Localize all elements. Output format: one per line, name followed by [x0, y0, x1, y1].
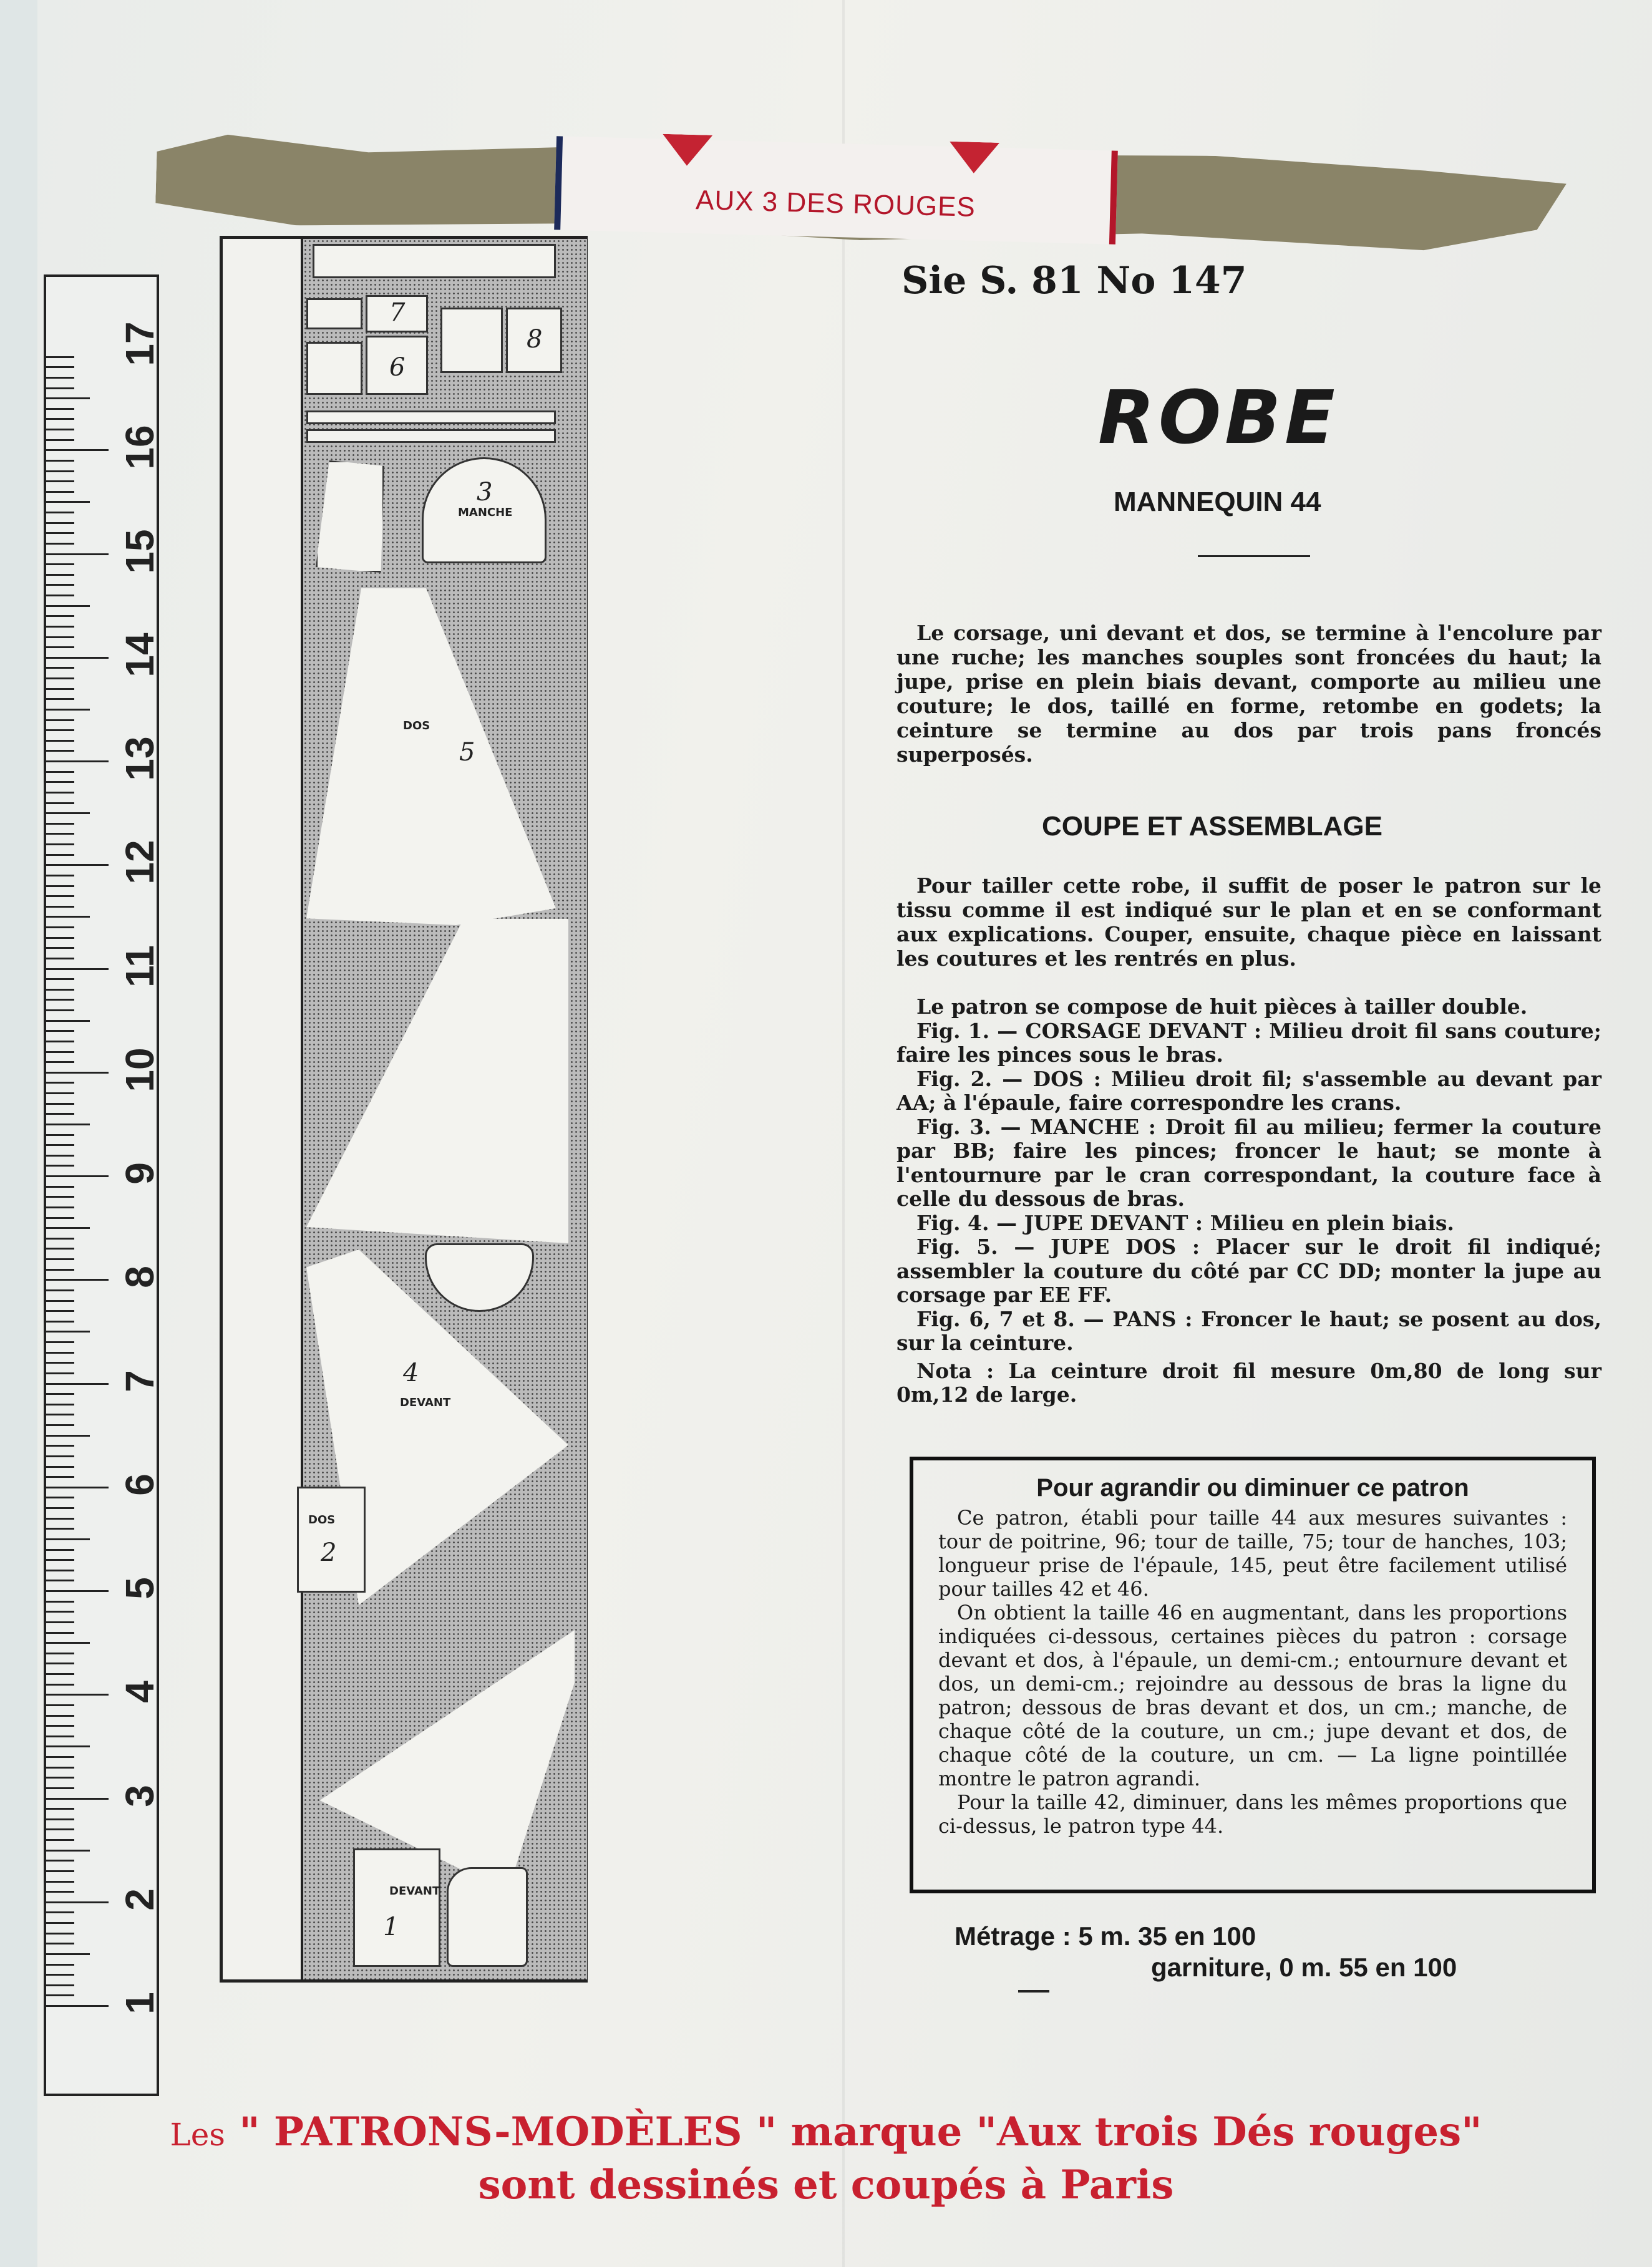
ruler-tick: [46, 1134, 74, 1136]
ruler-tick: [46, 1393, 74, 1395]
ruler-tick: [46, 2005, 109, 2007]
ruler-tick: [46, 543, 74, 545]
ruler-tick: [46, 1839, 74, 1841]
ruler-tick: [46, 439, 74, 441]
ruler-tick: [46, 989, 74, 991]
ruler-tick: [46, 667, 74, 669]
ruler-tick: [46, 1041, 74, 1042]
ruler-tick: [46, 771, 74, 773]
ruler-tick: [46, 595, 74, 596]
ruler-tick: [46, 657, 109, 659]
fig-5-text: Fig. 5. — JUPE DOS : Placer sur le droit fil indiqué; assembler la couture du côté par CC DD; monter la jupe au corsage par EE FF.: [896, 1235, 1601, 1307]
ruler-tick: [46, 501, 90, 503]
cm-ruler: [44, 274, 162, 2096]
ruler-tick: [46, 1943, 74, 1944]
ruler-tick: [46, 1238, 74, 1240]
ruler-tick: [46, 1694, 109, 1696]
ruler-tick: [46, 1528, 74, 1530]
ruler-number: 3: [117, 1784, 162, 1807]
paper-fold: [842, 0, 845, 2267]
trim-yardage: garniture, 0 m. 55 en 100: [1151, 1953, 1457, 1982]
ruler-tick: [46, 1673, 74, 1675]
ruler-tick: [46, 1072, 109, 1074]
ruler-number: 10: [117, 1047, 162, 1092]
ruler-tick: [46, 1383, 109, 1385]
ruler-tick: [46, 646, 74, 648]
belt-piece: [313, 244, 556, 278]
ruler-tick: [46, 1061, 74, 1063]
ruler-tick: [46, 1321, 74, 1323]
ruler-tick: [46, 470, 74, 472]
yoke-piece: [425, 1243, 534, 1312]
red-die-icon: [949, 142, 999, 174]
ruler-tick: [46, 1745, 90, 1747]
ruler-tick: [46, 1279, 109, 1281]
ruler-tick: [46, 709, 90, 711]
ruler-tick: [46, 854, 74, 856]
ruler-tick: [46, 1269, 74, 1271]
intro-paragraph: Pour tailler cette robe, il suffit de poser le patron sur le tissu comme il est indiqué sur le plan et en se conformant aux explications. Couper, ensuite, chaque pièce en laissant les coutures et les rentrés en plus.: [896, 873, 1601, 971]
ruler-tick: [46, 1570, 74, 1571]
ruler-tick: [46, 1911, 74, 1913]
pan-piece: [306, 342, 362, 395]
piece-number: 4: [403, 1359, 419, 1387]
fabric-board: [301, 239, 587, 1979]
pan-piece-8: [506, 308, 562, 373]
ruler-tick: [46, 1715, 74, 1717]
pattern-reference: Sie S. 81 No 147: [901, 259, 1247, 303]
ruler-tick: [46, 1009, 74, 1011]
ruler-tick: [46, 1372, 74, 1374]
ruler-tick: [46, 812, 90, 814]
ruler-tick: [46, 1787, 74, 1789]
ruler-tick: [46, 1684, 74, 1686]
ruler-tick: [46, 1051, 74, 1053]
ruler-tick: [46, 418, 74, 420]
ruler-tick: [46, 553, 109, 555]
ruler-tick: [46, 1767, 74, 1769]
ruler-tick: [46, 1310, 74, 1312]
piece-number: 3: [477, 478, 493, 507]
box-paragraph-2: On obtient la taille 46 en augmentant, dans les proportions indiquées ci-dessous, certaines pièces du patron : corsage devant et dos, à l'épaule, un demi-cm.; entournure devant et dos, un demi-cm.; rejoindre au dessous de bras la ligne du patron; dessous de bras devant et dos, un cm.; manche, de chaque côté de la couture, un cm.; jupe devant et dos, de chaque côté de la couture, un cm. — La ligne pointillée montre le patron agrandi.: [938, 1601, 1567, 1790]
ruler-tick: [46, 740, 74, 742]
ruler-tick: [46, 926, 74, 928]
ruler-tick: [46, 512, 74, 513]
footer-prefix: Les: [170, 2117, 225, 2153]
ruler-tick: [46, 875, 74, 876]
sleeve-piece-3: [422, 457, 547, 563]
piece-number: 8: [527, 325, 543, 354]
ruler-tick: [46, 1435, 90, 1437]
ruler-tick: [46, 1828, 74, 1830]
footer-line-1: " PATRONS-MODÈLES " marque "Aux trois Dés rouges": [239, 2109, 1482, 2155]
pattern-title: ROBE: [1098, 374, 1339, 460]
ruler-tick: [46, 719, 74, 721]
ruler-tick: [46, 1518, 74, 1520]
skirt-panel-piece: [306, 919, 568, 1243]
ruler-number: 2: [117, 1888, 162, 1911]
ruler-tick: [46, 1860, 74, 1862]
ruler-tick: [46, 947, 74, 949]
piece-number: 2: [321, 1538, 337, 1567]
ruler-number: 11: [117, 944, 162, 988]
ruler-tick: [46, 729, 74, 731]
ruler-tick: [46, 802, 74, 804]
ruler-tick: [46, 677, 74, 679]
ruler-tick: [46, 1870, 74, 1872]
ruler-tick: [46, 968, 109, 970]
ruler-tick: [46, 750, 74, 752]
ruler-tick: [46, 1850, 90, 1852]
ruler-number: 6: [117, 1473, 162, 1496]
ruler-tick: [46, 1663, 74, 1664]
ruler-tick: [46, 1798, 109, 1800]
ruler-tick: [46, 397, 90, 399]
ruler-tick: [46, 1362, 74, 1364]
ruler-number: 12: [117, 840, 162, 885]
ruler-number: 5: [117, 1577, 162, 1600]
ruler-tick: [46, 1559, 74, 1561]
ruler-tick: [46, 1124, 90, 1125]
ruler-tick: [46, 636, 74, 638]
ruler-number: 4: [117, 1681, 162, 1704]
skirt-back-piece-5: [306, 588, 556, 925]
ruler-tick: [46, 387, 74, 389]
ruler-tick: [46, 1217, 74, 1219]
ruler-tick: [46, 843, 74, 845]
ruler-tick: [46, 1538, 90, 1540]
ruler-tick: [46, 1155, 74, 1157]
piece-number: 5: [459, 738, 475, 767]
ruler-tick: [46, 1103, 74, 1105]
brand-label-text: AUX 3 DES ROUGES: [695, 185, 976, 223]
ruler-tick: [46, 574, 74, 576]
ruler-tick: [46, 1487, 109, 1488]
cutting-layout-diagram: [220, 236, 588, 1983]
ruler-tick: [46, 906, 74, 908]
ruler-tick: [46, 1414, 74, 1415]
ruler-tick: [46, 1964, 74, 1966]
ruler-number: 1: [117, 1992, 162, 2014]
ruler-number: 9: [117, 1162, 162, 1185]
ruler-tick: [46, 1808, 74, 1810]
piece-name: DOS: [403, 719, 430, 732]
fig-3-text: Fig. 3. — MANCHE : Droit fil au milieu; fermer la couture par BB; faire les pinces; froncer le haut; se monte à l'entournure par le cran correspondant, la couture face à celle du dessous de bras.: [896, 1114, 1601, 1211]
ruler-tick: [46, 1725, 74, 1727]
ruler-tick: [46, 1704, 74, 1706]
ruler-tick: [46, 1974, 74, 1976]
ruler-number: 13: [117, 736, 162, 781]
ruler-tick: [46, 532, 74, 534]
ruler-tick: [46, 605, 90, 607]
ruler-tick: [46, 408, 74, 410]
pan-piece-6: [366, 336, 428, 395]
piece-name: MANCHE: [458, 506, 513, 519]
ruler-tick: [46, 429, 74, 430]
fig-2-text: Fig. 2. — DOS : Milieu droit fil; s'assemble au devant par AA; à l'épaule, faire correspondre les crans.: [896, 1066, 1601, 1115]
ruler-tick: [46, 460, 74, 462]
ruler-tick: [46, 1580, 74, 1581]
composition-text: Le patron se compose de huit pièces à tailler double.: [916, 994, 1528, 1019]
ruler-tick: [46, 1621, 74, 1623]
pan-piece: [306, 298, 362, 329]
ruler-tick: [46, 1466, 74, 1468]
ruler-tick: [46, 864, 109, 866]
ruler-tick: [46, 1331, 90, 1333]
ruler-tick: [46, 833, 74, 835]
ruler-tick: [46, 356, 74, 358]
footer-tagline: [0, 2109, 1652, 2208]
ruler-tick: [46, 1248, 74, 1250]
ruler-tick: [46, 615, 74, 617]
ruler-tick: [46, 1030, 74, 1032]
ruler-tick: [46, 1953, 90, 1955]
ruler-tick: [46, 1020, 90, 1022]
ruler-tick: [46, 1756, 74, 1758]
dash: [1018, 1990, 1049, 1993]
ruler-tick: [46, 1227, 90, 1229]
ruler-tick: [46, 1984, 74, 1986]
footer-line-2: sont dessinés et coupés à Paris: [478, 2162, 1174, 2208]
ruler-tick: [46, 999, 74, 1001]
ruler-tick: [46, 1611, 74, 1613]
ruler-tick: [46, 1144, 74, 1146]
ruler-tick: [46, 978, 74, 980]
ruler-tick: [46, 1735, 74, 1737]
bodice-piece: [447, 1867, 528, 1967]
box-title: Pour agrandir ou diminuer ce patron: [1036, 1474, 1469, 1502]
ruler-tick: [46, 895, 74, 897]
brand-label: [554, 136, 1118, 245]
ruler-number: 16: [117, 425, 162, 470]
ruler-tick: [46, 1165, 74, 1167]
ruler-tick: [46, 366, 74, 368]
ruler-tick: [46, 1818, 74, 1820]
ruler-tick: [46, 1289, 74, 1291]
ruler-tick: [46, 688, 74, 690]
ruler-tick: [46, 584, 74, 586]
fabric-yardage: Métrage : 5 m. 35 en 100: [955, 1921, 1256, 1951]
piece-name: DOS: [308, 1513, 336, 1527]
ruler-tick: [46, 1549, 74, 1551]
box-paragraph-3: Pour la taille 42, diminuer, dans les mêmes proportions que ci-dessus, le patron type 44.: [938, 1790, 1567, 1838]
fig-1-text: Fig. 1. — CORSAGE DEVANT : Milieu droit fil sans couture; faire les pinces sous le bras.: [896, 1018, 1601, 1067]
piece-number: 1: [383, 1913, 399, 1941]
figure-instructions: [896, 995, 1601, 1407]
ruler-tick: [46, 1901, 109, 1903]
ruler-tick: [46, 1258, 74, 1260]
ruler-tick: [46, 1497, 74, 1498]
ruler-tick: [46, 1082, 74, 1084]
box-paragraph-1: Ce patron, établi pour taille 44 aux mesures suivantes : tour de poitrine, 96; tour de taille, 75; tour de hanches, 103; longueur prise de l'épaule, 145, peut être facilement utilisé pour tailles 42 et 46.: [938, 1506, 1567, 1601]
ruler-tick: [46, 1777, 74, 1779]
ruler-tick: [46, 1424, 74, 1426]
ruler-tick: [46, 958, 74, 959]
ruler-number: 17: [117, 321, 162, 366]
description: Le corsage, uni devant et dos, se termine à l'encolure par une ruche; les manches souples sont froncées du haut; la jupe, prise en plein biais devant, comporte au milieu une couture; le dos, taillé en forme, retombe en godets; la ceinture se termine au dos par trois pans froncés superposés.: [896, 621, 1601, 767]
strip-piece: [306, 429, 556, 443]
ruler-tick: [46, 1352, 74, 1354]
ruler-tick: [46, 522, 74, 524]
pan-piece-7: [366, 295, 428, 333]
ruler-tick: [46, 1476, 74, 1478]
fig-4-text: Fig. 4. — JUPE DEVANT : Milieu en plein biais.: [916, 1210, 1454, 1235]
ruler-tick: [46, 1206, 74, 1208]
ruler-tick: [46, 1922, 74, 1924]
ruler-tick: [46, 1186, 74, 1188]
ruler-tick: [46, 1113, 74, 1115]
ruler-tick: [46, 377, 74, 379]
divider: [1198, 555, 1310, 557]
ruler-tick: [46, 1455, 74, 1457]
ruler-tick: [46, 1300, 74, 1302]
ruler-tick: [46, 563, 74, 565]
ruler-tick: [46, 449, 109, 451]
section-heading: COUPE ET ASSEMBLAGE: [1042, 811, 1382, 842]
ruler-tick: [46, 792, 74, 794]
ruler-tick: [46, 1175, 109, 1177]
ruler-tick: [46, 698, 74, 700]
ruler-tick: [46, 480, 74, 482]
ruler-number: 7: [117, 1369, 162, 1392]
ruler-tick: [46, 781, 74, 783]
piece-number: 7: [389, 298, 406, 327]
piece-name: DEVANT: [400, 1396, 451, 1409]
ruler-tick: [46, 491, 74, 493]
ruler-tick: [46, 1653, 74, 1654]
ruler-tick: [46, 1891, 74, 1893]
skirt-panel-piece: [306, 1630, 575, 1892]
ruler-tick: [46, 1590, 109, 1592]
ruler-tick: [46, 885, 74, 887]
bodice-piece: [316, 460, 384, 573]
ruler-tick: [46, 626, 74, 628]
back-bodice-piece-2: [297, 1487, 366, 1593]
ruler-tick: [46, 1341, 74, 1343]
nota-text: Nota : La ceinture droit fil mesure 0m,80 de long sur 0m,12 de large.: [896, 1358, 1601, 1407]
piece-name: DEVANT: [389, 1885, 440, 1898]
ruler-tick: [46, 823, 74, 825]
ruler-number: 8: [117, 1266, 162, 1289]
fig-6-8-text: Fig. 6, 7 et 8. — PANS : Froncer le haut; se posent au dos, sur la ceinture.: [896, 1306, 1601, 1355]
ruler-tick: [46, 760, 109, 762]
ruler-number: 15: [117, 528, 162, 574]
ruler-tick: [46, 1601, 74, 1603]
ruler-tick: [46, 1642, 90, 1644]
red-die-icon: [662, 134, 712, 167]
ruler-tick: [46, 916, 90, 918]
pattern-size: MANNEQUIN 44: [1114, 487, 1321, 517]
ruler-tick: [46, 1404, 74, 1405]
piece-number: 6: [389, 353, 406, 382]
ruler-tick: [46, 1632, 74, 1634]
ruler-tick: [46, 937, 74, 939]
ruler-tick: [46, 1881, 74, 1883]
ruler-tick: [46, 1994, 74, 1996]
ruler-number: 14: [117, 633, 162, 677]
front-bodice-piece-1: [353, 1848, 440, 1967]
ruler-tick: [46, 1445, 74, 1447]
ruler-tick: [46, 1196, 74, 1198]
ruler-tick: [46, 1507, 74, 1509]
resize-instructions-box: [910, 1457, 1596, 1893]
ruler-tick: [46, 1092, 74, 1094]
strip-piece: [306, 410, 556, 424]
ruler-tick: [46, 1933, 74, 1934]
pan-piece: [440, 308, 503, 373]
